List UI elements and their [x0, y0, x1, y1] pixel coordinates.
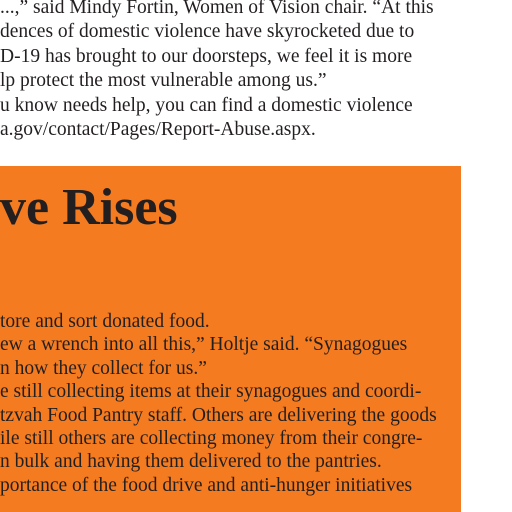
- article-line: u know needs help, you can find a domestic violence: [0, 94, 413, 116]
- sidebar-line: tzvah Food Pantry staff. Others are delivering the goods: [0, 404, 437, 426]
- sidebar-headline: ve Rises: [0, 179, 178, 236]
- sidebar-line: tore and sort donated food.: [0, 311, 210, 332]
- article-text-top: [0, 0, 470, 142]
- sidebar-line: portance of the food drive and anti-hunger initiatives: [0, 474, 413, 496]
- sidebar-body: [0, 310, 461, 497]
- sidebar-line: ile still others are collecting money from their congre-: [0, 427, 423, 449]
- article-line: lp protect the most vulnerable among us.”: [0, 70, 327, 92]
- page-margin: [461, 166, 512, 512]
- article-line: ...,” said Mindy Fortin, Women of Vision chair. “At this: [0, 0, 434, 18]
- sidebar-line: ew a wrench into all this,” Holtje said. “Synagogues: [0, 334, 408, 356]
- sidebar-line: n how they collect for us.”: [0, 357, 207, 379]
- sidebar-box: [0, 166, 461, 512]
- sidebar-line: e still collecting items at their synagogues and coordi-: [0, 381, 422, 403]
- sidebar-line: n bulk and having them delivered to the pantries.: [0, 451, 382, 473]
- article-line: D-19 has brought to our doorsteps, we feel it is more: [0, 45, 413, 67]
- article-line: dences of domestic violence have skyrocketed due to: [0, 21, 415, 43]
- article-line: a.gov/contact/Pages/Report-Abuse.aspx.: [0, 118, 316, 140]
